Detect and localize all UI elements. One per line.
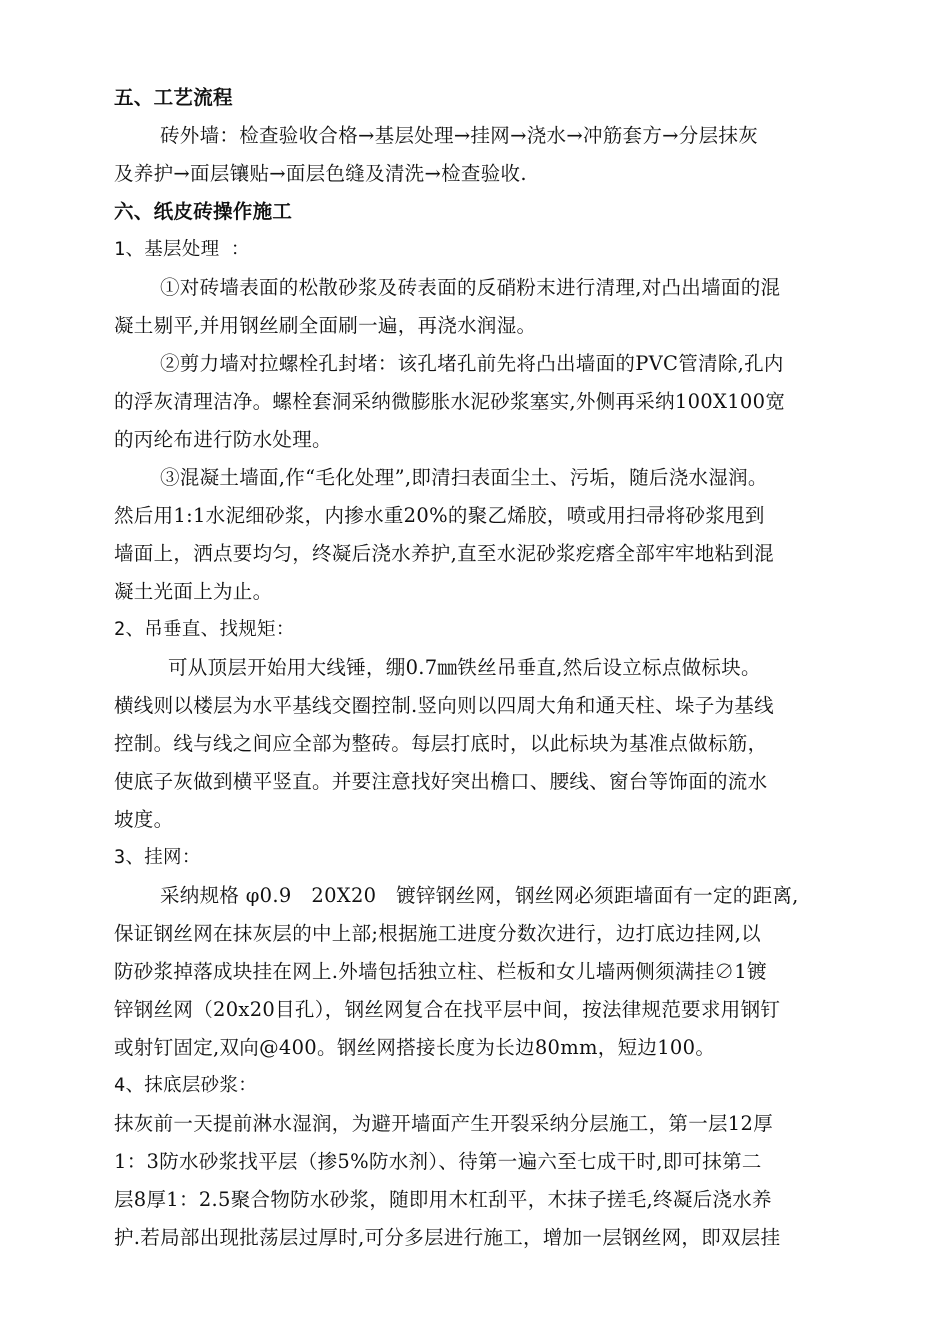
paragraph-line: 保证钢丝网在抹灰层的中上部;根据施工进度分数次进行，边打底边挂网,以 — [114, 922, 761, 945]
subheading-mesh: 3、挂网： — [114, 847, 201, 868]
paragraph-line: 坡度。 — [114, 808, 174, 831]
paragraph-line: 然后用1:1水泥细砂浆，内掺水重20%的聚乙烯胶，喷或用扫帚将砂浆甩到 — [114, 504, 765, 527]
paragraph-line: 锌钢丝网（20x20目孔），钢丝网复合在找平层中间，按法律规范要求用钢钉 — [114, 998, 781, 1021]
paragraph-line: 凝土光面上为止。 — [114, 580, 273, 603]
subheading-base-mortar: 4、抹底层砂浆： — [114, 1075, 258, 1096]
paragraph-line: 抹灰前一天提前淋水湿润，为避开墙面产生开裂采纳分层施工，第一层12厚 — [114, 1112, 774, 1135]
heading-process: 五、工艺流程 — [114, 86, 233, 109]
paragraph-line: ②剪力墙对拉螺栓孔封堵：该孔堵孔前先将凸出墙面的PVC管清除,孔内 — [160, 352, 784, 375]
paragraph-line: 或射钉固定,双向@400。钢丝网搭接长度为长边80mm，短边100。 — [114, 1036, 716, 1059]
paragraph-line: 凝土剔平,并用钢丝刷全面刷一遍，再浇水润湿。 — [114, 314, 537, 337]
paragraph-line: 墙面上，洒点要均匀，终凝后浇水养护,直至水泥砂浆疙瘩全部牢牢地粘到混 — [114, 542, 774, 565]
paragraph-line: 的浮灰清理洁净。螺栓套洞采纳微膨胀水泥砂浆塞实,外侧再采纳100X100宽 — [114, 390, 786, 413]
subheading-plumb: 2、吊垂直、找规矩： — [114, 619, 295, 640]
paragraph-line: 控制。线与线之间应全部为整砖。每层打底时，以此标块为基准点做标筋， — [114, 732, 768, 755]
paragraph-line: ①对砖墙表面的松散砂浆及砖表面的反硝粉末进行清理,对凸出墙面的混 — [160, 276, 781, 299]
subheading-base: 1、基层处理 ： — [114, 239, 250, 260]
paragraph-line: 的丙纶布进行防水处理。 — [114, 428, 332, 451]
paragraph-line: 及养护→面层镶贴→面层色缝及清洗→检查验收. — [114, 162, 527, 185]
paragraph-line: 横线则以楼层为水平基线交圈控制.竖向则以四周大角和通天柱、垛子为基线 — [114, 694, 774, 717]
paragraph-line: 可从顶层开始用大线锤，绷0.7㎜铁丝吊垂直,然后设立标点做标块。 — [168, 656, 761, 679]
heading-operation: 六、纸皮砖操作施工 — [114, 200, 293, 223]
paragraph-line: 1：3防水砂浆找平层（掺5%防水剂）、待第一遍六至七成干时,即可抹第二 — [114, 1150, 762, 1173]
paragraph-line: 防砂浆掉落成块挂在网上.外墙包括独立柱、栏板和女儿墙两侧须满挂∅1镀 — [114, 960, 767, 983]
paragraph-line: 护.若局部出现批荡层过厚时,可分多层进行施工，增加一层钢丝网，即双层挂 — [114, 1226, 781, 1249]
paragraph-line: ③混凝土墙面,作“毛化处理”,即清扫表面尘土、污垢，随后浇水湿润。 — [160, 466, 768, 489]
paragraph-line: 砖外墙：检查验收合格→基层处理→挂网→浇水→冲筋套方→分层抹灰 — [160, 124, 758, 147]
paragraph-line: 使底子灰做到横平竖直。并要注意找好突出檐口、腰线、窗台等饰面的流水 — [114, 770, 768, 793]
paragraph-line: 层8厚1：2.5聚合物防水砂浆，随即用木杠刮平，木抹子搓毛,终凝后浇水养 — [114, 1188, 772, 1211]
paragraph-line: 采纳规格 φ0.9 20X20 镀锌钢丝网，钢丝网必须距墙面有一定的距离, — [160, 884, 799, 907]
